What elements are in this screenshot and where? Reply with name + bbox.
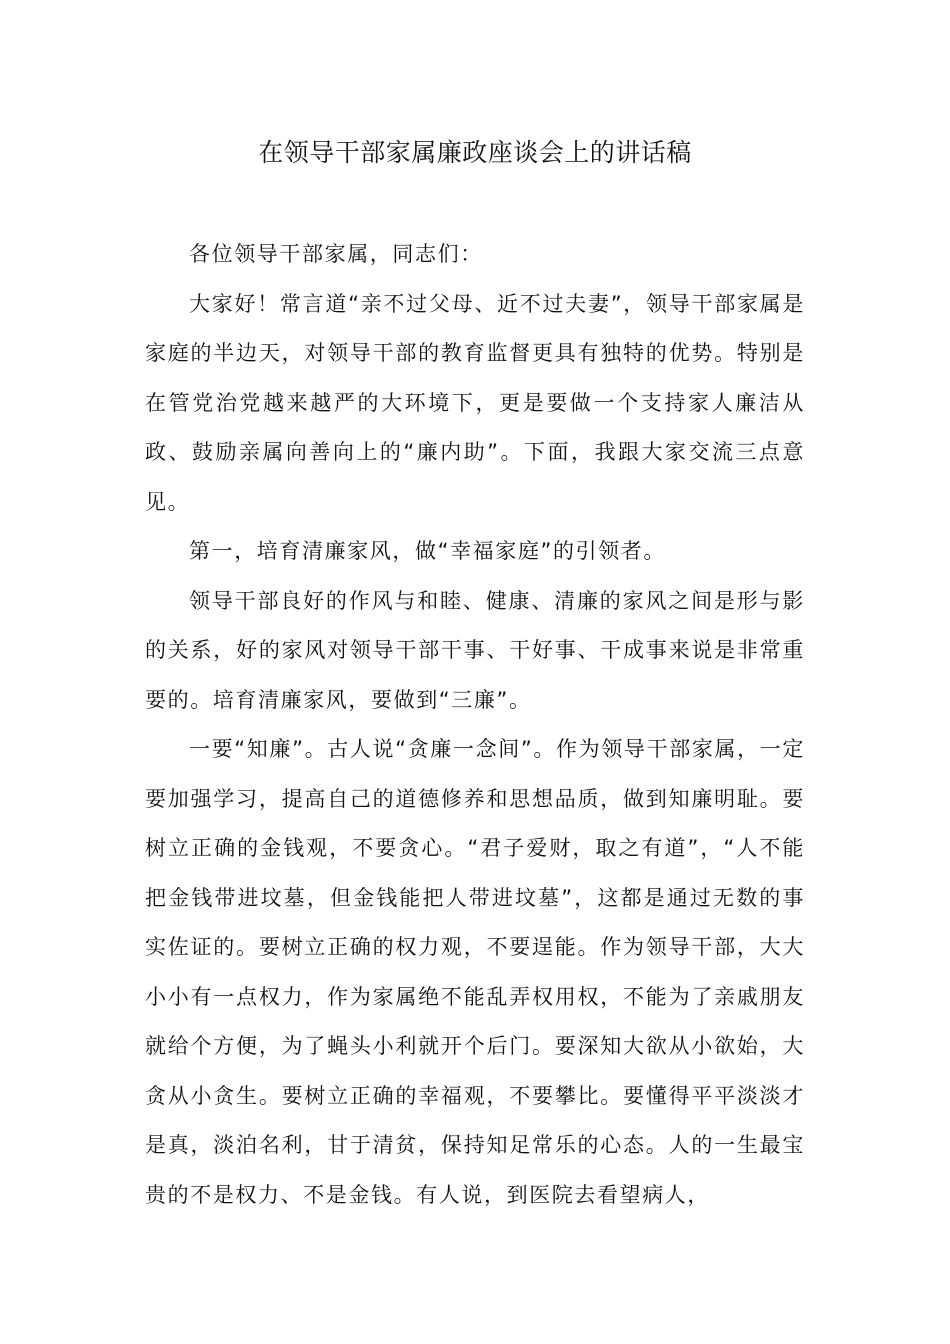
document-body <box>145 230 805 1220</box>
document-title: 在领导干部家属廉政座谈会上的讲话稿 <box>258 138 692 167</box>
body-paragraph: 一要“知廉”。古人说“贪廉一念间”。作为领导干部家属，一定要加强学习，提高自己的道德修养和思想品质，做到知廉明耻。要树立正确的金钱观，不要贪心。“君子爱财，取之有道”，“人不能把金钱带进坟墓，但金钱能把人带进坟墓”，这都是通过无数的事实佐证的。要树立正确的权力观，不要逞能。作为领导干部，大大小小有一点权力，作为家属绝不能乱弄权用权，不能为了亲戚朋友就给个方便，为了蝇头小利就开个后门。要深知大欲从小欲始，大贪从小贪生。要树立正确的幸福观，不要攀比。要懂得平平淡淡才是真，淡泊名利，甘于清贫，保持知足常乐的心态。人的一生最宝贵的不是权力、不是金钱。有人说，到医院去看望病人， <box>145 737 805 1207</box>
intro-paragraph: 大家好！常言道“亲不过父母、近不过夫妻”，领导干部家属是家庭的半边天，对领导干部的教育监督更具有独特的优势。特别是在管党治党越来越严的大环境下，更是要做一个支持家人廉洁从政、鼓励亲属向善向上的“廉内助”。下面，我跟大家交流三点意见。 <box>145 291 805 514</box>
body-paragraph: 领导干部良好的作风与和睦、健康、清廉的家风之间是形与影的关系，好的家风对领导干部干事、干好事、干成事来说是非常重要的。培育清廉家风，要做到“三廉”。 <box>145 588 805 712</box>
section-heading-1: 第一，培育清廉家风，做“幸福家庭”的引领者。 <box>189 539 666 563</box>
greeting-paragraph: 各位领导干部家属，同志们： <box>189 242 483 266</box>
